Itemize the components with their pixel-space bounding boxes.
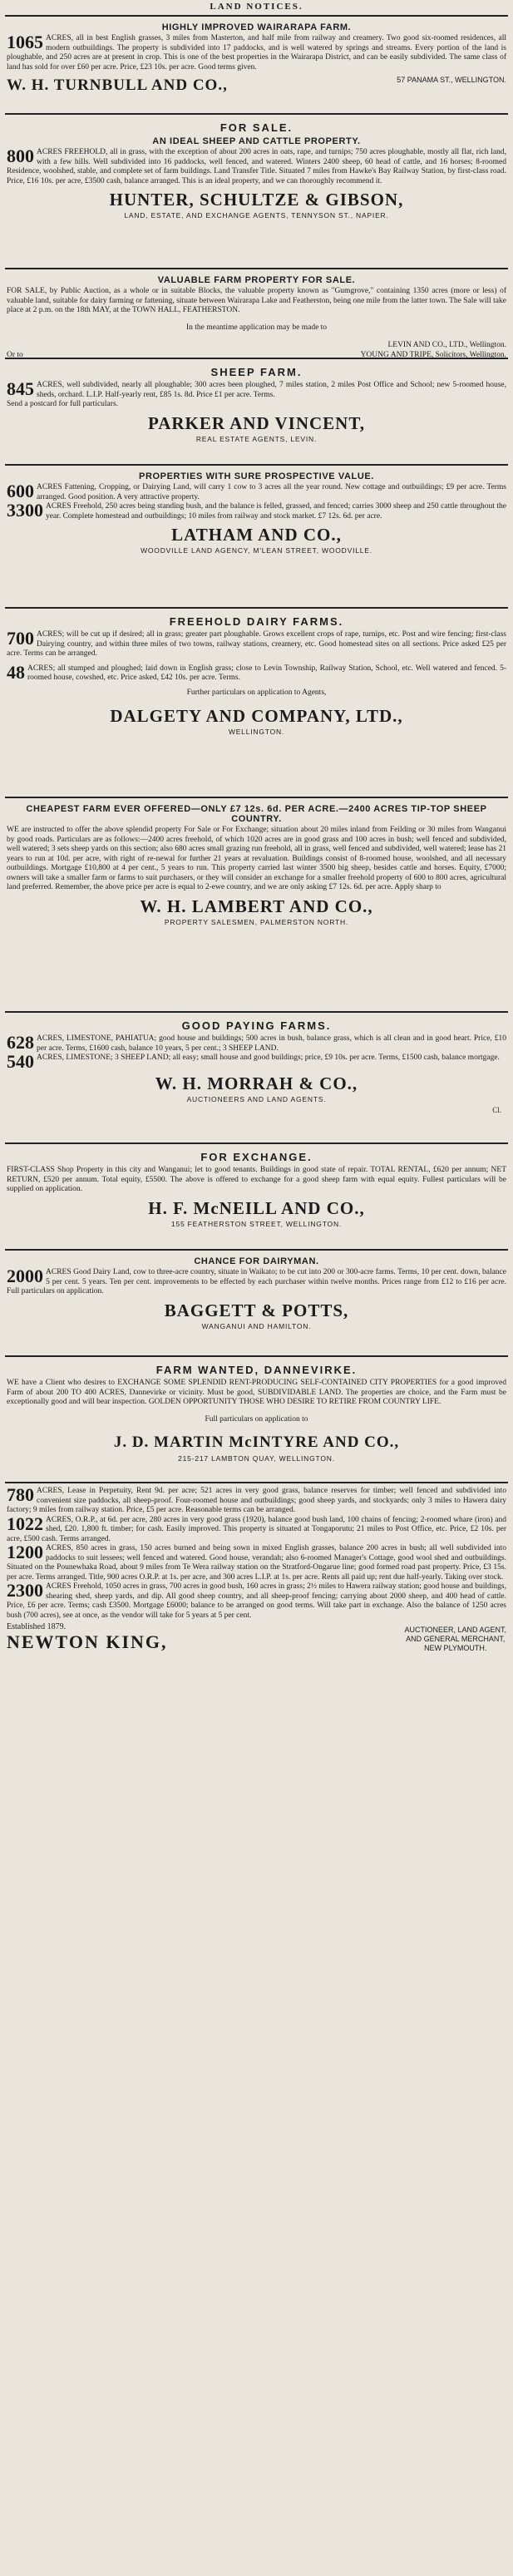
acreage-number: 845	[7, 378, 34, 399]
entry-body: ACRES, 850 acres in grass, 150 acres burned and being sown in mixed English grasses, balance 200 acres in bush; all well subdivided into paddocks to suit lessees; well fenced and watered. Good house, verandah; also 6-roomed Manager's Cottage, good wool shed and outbuildings. Situated on the Pounewhaka Road, about 9 miles from Te Wera railway station on the Stratford-Ongarue line; good formed road past property. Price, £3 15s. per acre. Terms arranged. Title, 900 acres O.R.P. at 1s. per acre, and 300 acres L.I.P. at 1s. per acre. Rents all paid up; rent due half-yearly. Taking over stock.	[7, 1544, 506, 1582]
acreage-number: 2000	[7, 1266, 43, 1286]
ad-text	[7, 1034, 506, 1054]
ad-heading: PROPERTIES WITH SURE PROSPECTIVE VALUE.	[139, 471, 374, 481]
firm-name: W. H. LAMBERT AND CO.,	[140, 896, 373, 916]
ad-heading: FOR SALE.	[220, 121, 293, 134]
agent-2: YOUNG AND TRIPE, Solicitors, Wellington.	[360, 350, 506, 359]
divider	[5, 1142, 508, 1144]
ad-text-2	[7, 502, 506, 521]
divider	[5, 15, 508, 17]
ad-text-2	[7, 661, 506, 683]
ad-body: ACRES Fattening, Cropping, or Dairying Land, will carry 1 cow to 3 acres all the year round. New cottage and outbuildings; £9 per acre. Terms arranged. Good position. A very attractive property.	[37, 483, 506, 501]
ad-body-2: ACRES; all stumped and ploughed; laid down in English grass; close to Levin Township, Railway Station, School, etc. Well watered and fenced. 5-roomed house, cowshed, etc. Price asked, £42 10s. per acre. Terms.	[27, 664, 506, 682]
ad-for-exchange	[0, 1146, 513, 1247]
divider	[5, 1011, 508, 1013]
acreage-number: 1065	[7, 32, 43, 52]
firm-address: REAL ESTATE AGENTS, LEVIN.	[195, 434, 318, 443]
firm-name: DALGETY AND COMPANY, LTD.,	[110, 705, 403, 726]
ad-prospective-value	[0, 467, 513, 605]
acreage-number: 628	[7, 1032, 34, 1053]
ad-heading: FARM WANTED, DANNEVIRKE.	[155, 1364, 358, 1376]
ad-sheep-cattle-property	[0, 116, 513, 266]
entry-3	[7, 1544, 506, 1582]
firm-address: WOODVILLE LAND AGENCY, M'LEAN STREET, WOODVILLE.	[141, 546, 372, 555]
firm-town: NEW PLYMOUTH.	[424, 1644, 487, 1652]
ad-text	[7, 630, 506, 659]
ad-heading: GOOD PAYING FARMS.	[181, 1019, 332, 1032]
divider	[5, 1249, 508, 1251]
divider	[5, 1355, 508, 1357]
firm-name: NEWTON KING,	[7, 1631, 168, 1652]
section-title: LAND NOTICES.	[210, 2, 303, 12]
ad-body: ACRES, LIMESTONE, PAHIATUA; good house and buildings; 500 acres in bush, balance grass, which is all clean and in good heart. Price, £10 per acre. Terms, £1600 cash, balance 10 years, 5 per cent.; 3 SHEEP LAND.	[37, 1034, 506, 1053]
ad-text	[7, 483, 506, 502]
firm-desc-1: AUCTIONEER, LAND AGENT,	[404, 1626, 506, 1634]
ad-heading: FOR EXCHANGE.	[200, 1151, 313, 1163]
acreage-number-2: 48	[7, 661, 25, 683]
firm-block	[7, 1622, 168, 1653]
ad-heading: FREEHOLD DAIRY FARMS.	[169, 615, 344, 628]
ad-good-paying-farms	[0, 1014, 513, 1141]
acreage-number: 1200	[7, 1542, 43, 1562]
firm-name: W. H. TURNBULL AND CO.,	[7, 76, 228, 94]
ad-farm-wanted	[0, 1359, 513, 1480]
ad-text	[7, 148, 506, 186]
firm-address: AUCTIONEERS AND LAND AGENTS.	[186, 1095, 327, 1103]
divider	[5, 1482, 508, 1483]
ad-body-2: ACRES, LIMESTONE; 3 SHEEP LAND; all easy; small house and good buildings; price, £9 10s. per acre. Terms, £1500 cash, balance mortgage.	[37, 1054, 500, 1062]
firm-address: 215-217 LAMBTON QUAY, WELLINGTON.	[178, 1454, 335, 1463]
ad-line: Send a postcard for full particulars.	[7, 400, 119, 408]
newton-king-footer	[0, 1622, 513, 1653]
ad-chance-for-dairyman	[0, 1252, 513, 1354]
or-to: Or to	[7, 350, 23, 359]
ad-wairarapa-farm	[0, 18, 513, 111]
firm-name: LATHAM AND CO.,	[171, 525, 342, 545]
ad-text-2	[7, 1051, 506, 1072]
ad-body: ACRES, all in best English grasses, 3 miles from Masterton, and half mile from railway and creamery. Two good six-roomed residences, all modern outbuildings. The property is subdivided into 17 paddocks, and is well watered by springs and streams. Every portion of the land is ploughable, and 250 acres are at present in crop. This is one of the best properties in the Wairarapa District, and can be easily subdivided. The same class of land has sold for over £60 per acre. Price, £23 10s. per acre. Good terms given.	[7, 34, 506, 72]
entry-4	[7, 1582, 506, 1621]
ad-heading: VALUABLE FARM PROPERTY FOR SALE.	[157, 275, 356, 285]
divider	[5, 797, 508, 798]
entry-body: ACRES, O.R.P., at 6d. per acre, 280 acres in very good grass (1920), balance good bush land, 100 chains of fencing; 2-roomed whare (iron) and shed, £20. 1,800 ft. timber; for cash. Easily improved. This property is situated at Tongaporutu; 21 miles to Post Office, etc. Price, £2 10s. per acre, £500 cash. Terms arranged.	[7, 1515, 506, 1543]
divider	[5, 464, 508, 466]
ad-body: ACRES; will be cut up if desired; all in grass; greater part ploughable. Grows excellent crops of rape, turnips, etc. Post and wire fencing; first-class Dairying country, and within three miles of two towns, railway stations, creamery, etc. Good homestead sites on all sections. Price asked £25 per acre. Terms can be arranged.	[7, 630, 506, 658]
firm-desc-2: AND GENERAL MERCHANT,	[406, 1635, 506, 1643]
ad-body: ACRES Good Dairy Land, cow to three-acre country, situate in Waikato; to be cut into 200 or 300-acre farms. Terms, 10 per cent. down, balance 5 per cent. 5 years. Ten per cent. improvements to be effected by each purchaser within twelve months. Prices range from £12 to £16 per acre. Full particulars on application.	[7, 1268, 506, 1295]
ad-body: WE have a Client who desires to EXCHANGE SOME SPLENDID RENT-PRODUCING SELF-CONTAINED CITY PROPERTIES for a good improved Farm of about 200 TO 400 ACRES, Dannevirke or vicinity. Must be good, SUBDIVIDABLE LAND. The properties are choice, and the Farm must be exceptionally good and will bear inspection. GOLDEN OPPORTUNITY THOSE WHO DESIRE TO RETIRE FROM COUNTRY LIFE.	[7, 1379, 506, 1406]
divider	[5, 113, 508, 115]
entry-1	[7, 1484, 506, 1516]
ad-line: Further particulars on application to Agents,	[186, 688, 327, 697]
ad-text	[7, 34, 506, 72]
ad-heading: SHEEP FARM.	[210, 366, 303, 378]
ad-body: ACRES, well subdivided, nearly all ploughable; 300 acres been ploughed, 7 miles station, 2 miles Post Office and School; new 5-roomed house, sheds, orchard. L.I.P. Half-yearly rent, £85 1s. 8d. Price £1 per acre. Terms.	[37, 381, 506, 399]
firm-name: H. F. McNEILL AND CO.,	[148, 1197, 365, 1218]
ad-freehold-dairy-farms	[0, 610, 513, 795]
ad-sheep-farm	[0, 361, 513, 462]
acreage-number-2: 540	[7, 1051, 34, 1072]
firm-address: 155 FEATHERSTON STREET, WELLINGTON.	[170, 1219, 343, 1228]
acreage-number-2: 3300	[7, 500, 43, 521]
acreage-number: 700	[7, 628, 34, 649]
entry-2	[7, 1513, 506, 1545]
firm-name: W. H. MORRAH & CO.,	[155, 1073, 358, 1093]
firm-name: J. D. MARTIN McINTYRE AND CO.,	[113, 1434, 400, 1451]
ad-cheapest-farm	[0, 800, 513, 1009]
ad-heading: HIGHLY IMPROVED WAIRARAPA FARM.	[161, 22, 352, 32]
divider	[5, 607, 508, 609]
ad-line: Full particulars on application to	[205, 1415, 308, 1424]
firm-address: WELLINGTON.	[228, 727, 285, 736]
acreage-number: 1022	[7, 1513, 43, 1534]
divider	[5, 268, 508, 269]
ad-newton-king	[0, 1485, 513, 1622]
ad-subheading: AN IDEAL SHEEP AND CATTLE PROPERTY.	[152, 136, 361, 146]
firm-address: LAND, ESTATE, AND EXCHANGE AGENTS, TENNYSON ST., NAPIER.	[124, 211, 389, 220]
ad-text	[7, 1268, 506, 1297]
firm-description	[404, 1626, 506, 1653]
firm-address: 57 PANAMA ST., WELLINGTON.	[397, 76, 506, 84]
ad-body-2: ACRES Freehold, 250 acres being standing bush, and the balance is felled, grassed, and fenced; carries 3000 sheep and 250 cattle throughout the year. Complete homestead and outbuildings; 10 miles from railway and stock market. £7 12s. 6d. per acre.	[46, 502, 506, 521]
ad-text	[7, 378, 506, 400]
ad-heading: CHANCE FOR DAIRYMAN.	[194, 1256, 319, 1266]
acreage-number: 600	[7, 481, 34, 501]
acreage-number: 2300	[7, 1580, 43, 1601]
ad-line: In the meantime application may be made to	[185, 323, 328, 332]
acreage-number: 800	[7, 146, 34, 166]
ad-body: FIRST-CLASS Shop Property in this city and Wanganui; let to good tenants. Buildings in good state of repair. TOTAL RENTAL, £620 per annum; NET RETURN, £520 per annum. Total equity, £5500. The above is offered to exchange for a good sheep farm with equal equity. Fullest particulars will be supplied on application.	[7, 1166, 506, 1193]
ad-body: WE are instructed to offer the above splendid property For Sale or For Exchange; situation about 20 miles inland from Feilding or 30 miles from Wanganui by good roads. Particulars are as follows:—2400 acres freehold, of which 1020 acres are in good grass and 100 acres in bush; well fenced and subdivided, well watered; 3 sets sheep yards on this section; also 680 acres small grazing run freehold, all in grass, well fenced and subdivided, well watered; lease has 21 years to run at 10d. per acre, with right of re-newal for further 21 years at revaluation. Buildings consist of 8-roomed house, woolshed, and all necessary outbuildings. Mortgage £10,800 at 4 per cent., 5 years to run. This property carried last winter 3500 big sheep, besides cattle and horses. Equity, £7000; owners will take a smaller farm or farms to suit purchasers, or they will consider an exchange for a smaller freehold property of 600 to 800 acres, agricultural land preferred. Remember, the above price per acre is equal to 2-ewe country, and we are only asking £7 12s. 6d. per acre. Apply sharp to	[7, 826, 506, 891]
firm-name: PARKER AND VINCENT,	[147, 412, 366, 433]
entry-body: ACRES, Lease in Perpetuity, Rent 9d. per acre; 521 acres in very good grass, balance reserves for timber; well fenced and subdivided into convenient size paddocks, all sheep-proof. Four-roomed house and outbuildings; good sheep yards, and stockyards; only 3 miles to Hawera dairy factory; 9 miles from railway station. Price, £5 per acre. Reasonable terms can be arranged.	[7, 1487, 506, 1514]
ad-body: FOR SALE, by Public Auction, as a whole or in suitable Blocks, the valuable property known as "Gumgrove," containing 1350 acres (more or less) of valuable land, suitable for dairy farming or fattening, situate between Wairarapa Lake and Featherston, being one mile from the latter town. The Sale will take place at 2 p.m. on the 18th MAY, at the TOWN HALL, FEATHERSTON.	[7, 287, 506, 314]
ad-body: ACRES FREEHOLD, all in grass, with the exception of about 200 acres in oats, rape, and turnips; 750 acres ploughable, mostly all flat, rich land, with a few hills. Well subdivided into 16 paddocks, well fenced, and watered. Winters 2400 sheep, 60 head of cattle, and 16 horses; 8-roomed Residence, woolshed, stable, and complete set of farm buildings. Land Transfer Title. Situated 7 miles from Hawke's Bay Railway Station, by first-class road. Price, £16 10s. per acre, £3500 cash, balance arranged. This is an ideal property, and we can thoroughly recommend it.	[7, 148, 506, 185]
established-year: Established 1879.	[7, 1622, 67, 1631]
firm-address: WANGANUI AND HAMILTON.	[201, 1321, 312, 1330]
ad-heading: CHEAPEST FARM EVER OFFERED—ONLY £7 12s. 6d. PER ACRE.—2400 ACRES TIP-TOP SHEEP COUNTRY.	[26, 804, 487, 824]
acreage-number: 780	[7, 1484, 34, 1505]
firm-address: PROPERTY SALESMEN, PALMERSTON NORTH.	[164, 917, 349, 926]
firm-name: HUNTER, SCHULTZE & GIBSON,	[109, 190, 404, 210]
ad-gumgrove-auction	[0, 271, 513, 359]
entry-body: ACRES Freehold, 1050 acres in grass, 700 acres in good bush, 160 acres in grass; 2½ miles to Hawera railway station; good house and buildings, shearing shed, sheep yards, and dip. All good sheep country, and all sheep-proof fencing; carrying about 2000 sheep, and 400 head of cattle. Price, £6 per acre. Terms; cash £3500. Mortgage £6000; balance to be arranged on good terms. Will take part in exchange. Also the balance of 1250 acres bush (700 acres), see at once, as the vendor will take for 5 years at 5 per cent.	[7, 1582, 506, 1620]
firm-name: BAGGETT & POTTS,	[164, 1300, 349, 1320]
classification-mark: Cl.	[492, 1106, 501, 1114]
agent-line-1: LEVIN AND CO., LTD., Wellington.	[387, 341, 506, 349]
